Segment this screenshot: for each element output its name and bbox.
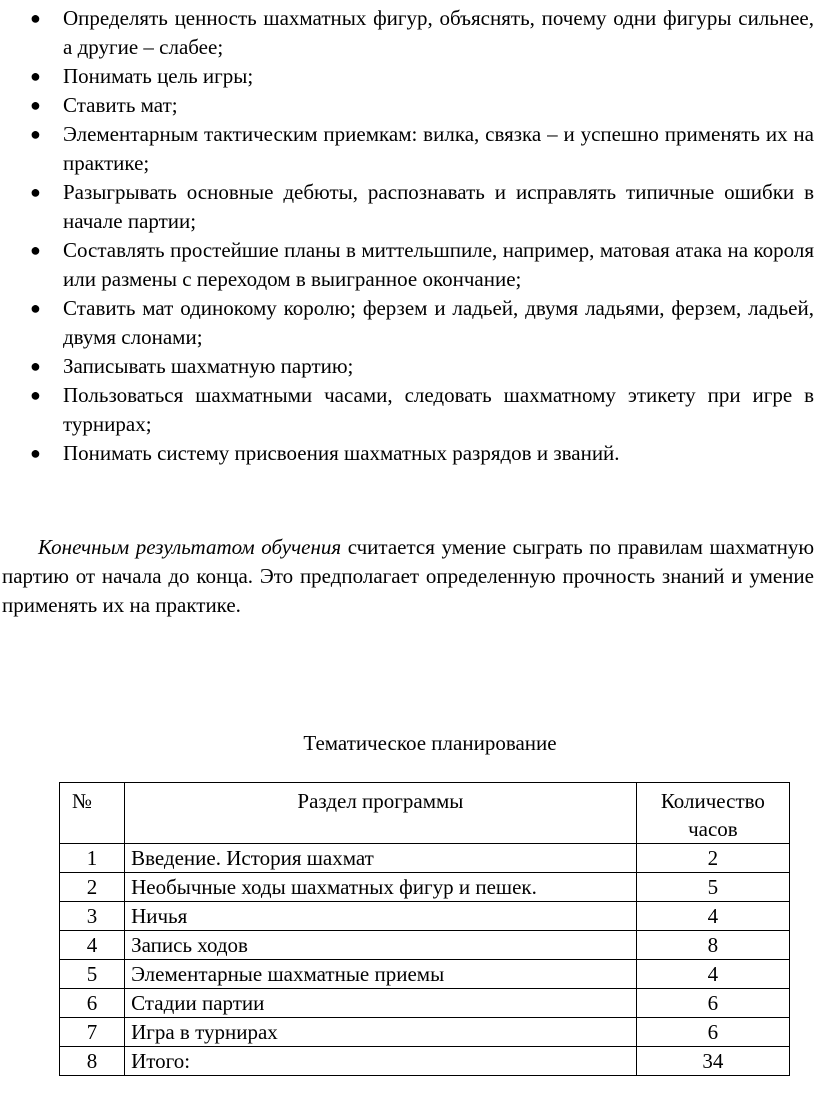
bullet-icon: ●: [30, 240, 41, 260]
table-row: [60, 1018, 790, 1047]
row-number: 4: [60, 931, 125, 960]
row-number: 3: [60, 902, 125, 931]
row-hours: 2: [636, 844, 789, 873]
bullet-icon: ●: [30, 298, 41, 318]
table-row: [60, 1047, 790, 1076]
table-header-row: [60, 783, 790, 844]
list-item-text: Составлять простейшие планы в миттельшпиле, например, матовая атака на короля или размены с переходом в выигранное окончание;: [63, 238, 814, 291]
table-row: [60, 844, 790, 873]
list-item-text: Понимать систему присвоения шахматных разрядов и званий.: [63, 441, 620, 465]
row-number: 1: [60, 844, 125, 873]
list-item-text: Определять ценность шахматных фигур, объяснять, почему одни фигуры сильнее, а другие – слабее;: [63, 6, 814, 59]
row-hours: 6: [636, 1018, 789, 1047]
row-number: 5: [60, 960, 125, 989]
bullet-icon: ●: [30, 443, 41, 463]
list-item-text: Ставить мат одинокому королю; ферзем и ладьей, двумя ладьями, ферзем, ладьей, двумя слонами;: [63, 296, 814, 349]
bullet-icon: ●: [30, 385, 41, 405]
row-section: Итого:: [125, 1047, 637, 1076]
header-number: №: [60, 783, 125, 844]
list-item: [0, 120, 816, 178]
row-hours: 4: [636, 960, 789, 989]
list-item: [0, 439, 816, 468]
row-number: 7: [60, 1018, 125, 1047]
row-hours: 34: [636, 1047, 789, 1076]
table-row: [60, 989, 790, 1018]
result-emphasis: Конечным результатом обучения: [38, 535, 342, 559]
thematic-plan-table: [59, 782, 790, 1076]
row-number: 6: [60, 989, 125, 1018]
table-row: [60, 902, 790, 931]
list-item: [0, 178, 816, 236]
list-item-text: Ставить мат;: [63, 93, 178, 117]
skills-list: [0, 4, 816, 468]
row-section: Стадии партии: [125, 989, 637, 1018]
list-item-text: Разыгрывать основные дебюты, распознавать и исправлять типичные ошибки в начале партии;: [63, 180, 814, 233]
row-section: Необычные ходы шахматных фигур и пешек.: [125, 873, 637, 902]
list-item: [0, 4, 816, 62]
row-number: 8: [60, 1047, 125, 1076]
row-number: 2: [60, 873, 125, 902]
list-item: [0, 294, 816, 352]
list-item: [0, 62, 816, 91]
bullet-icon: ●: [30, 124, 41, 144]
result-text: считается умение сыграть по правилам шахматную партию от начала до конца. Это предполагает определенную прочность знаний и умение применять их на практике.: [2, 535, 815, 617]
table-title: Тематическое планирование: [303, 731, 557, 755]
row-hours: 4: [636, 902, 789, 931]
row-hours: 5: [636, 873, 789, 902]
row-hours: 6: [636, 989, 789, 1018]
bullet-icon: ●: [30, 8, 41, 28]
result-paragraph: [2, 533, 814, 620]
header-section: Раздел программы: [125, 783, 637, 844]
list-item: [0, 91, 816, 120]
bullet-icon: ●: [30, 66, 41, 86]
list-item: [0, 352, 816, 381]
list-item: [0, 381, 816, 439]
list-item-text: Элементарным тактическим приемкам: вилка, связка – и успешно применять их на практике;: [63, 122, 814, 175]
bullet-icon: ●: [30, 182, 41, 202]
bullet-icon: ●: [30, 356, 41, 376]
header-hours: Количество часов: [636, 783, 789, 844]
row-section: Введение. История шахмат: [125, 844, 637, 873]
list-item-text: Понимать цель игры;: [63, 64, 254, 88]
list-item: [0, 236, 816, 294]
bullet-icon: ●: [30, 95, 41, 115]
row-hours: 8: [636, 931, 789, 960]
row-section: Игра в турнирах: [125, 1018, 637, 1047]
table-row: [60, 960, 790, 989]
row-section: Ничья: [125, 902, 637, 931]
row-section: Запись ходов: [125, 931, 637, 960]
row-section: Элементарные шахматные приемы: [125, 960, 637, 989]
table-row: [60, 873, 790, 902]
table-row: [60, 931, 790, 960]
list-item-text: Пользоваться шахматными часами, следовать шахматному этикету при игре в турнирах;: [63, 383, 814, 436]
list-item-text: Записывать шахматную партию;: [63, 354, 354, 378]
